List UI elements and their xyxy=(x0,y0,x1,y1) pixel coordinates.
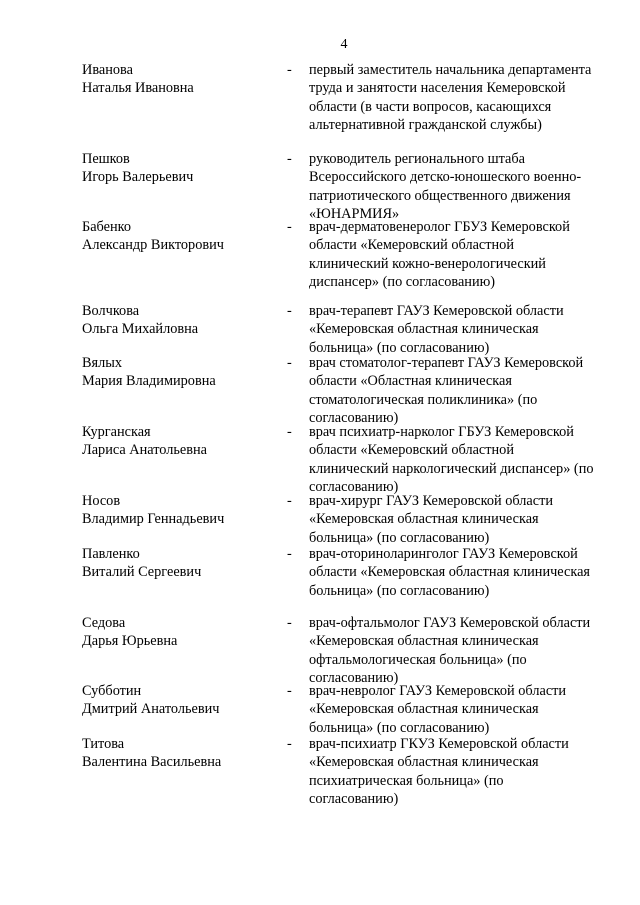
member-dash: - xyxy=(287,736,292,752)
member-role: врач-невролог ГАУЗ Кемеровской области «Кемеровская областная клиническая больница» (по согласованию) xyxy=(309,683,567,736)
member-entry xyxy=(0,302,640,357)
member-role: первый заместитель начальника департамента труда и занятости населения Кемеровской области (в части вопросов, касающихся альтернативной гражданской службы) xyxy=(309,62,592,133)
member-dash: - xyxy=(287,303,292,319)
member-given-names: Дарья Юрьевна xyxy=(82,633,178,650)
member-role: врач-офтальмолог ГАУЗ Кемеровской области «Кемеровская областная клиническая офтальмологическая больница» (по согласованию) xyxy=(309,615,591,686)
member-surname: Курганская xyxy=(82,424,151,440)
member-surname: Павленко xyxy=(82,546,140,562)
member-role: врач-хирург ГАУЗ Кемеровской области «Кемеровская областная клиническая больница» (по согласованию) xyxy=(309,493,553,546)
member-entry xyxy=(0,545,640,600)
member-dash: - xyxy=(287,546,292,562)
member-surname: Субботин xyxy=(82,683,142,699)
member-dash: - xyxy=(287,355,292,371)
member-surname: Седова xyxy=(82,615,126,631)
member-dash: - xyxy=(287,424,292,440)
member-role: врач-дерматовенеролог ГБУЗ Кемеровской области «Кемеровский областной клинический кожно-венерологический диспансер» (по согласованию) xyxy=(309,219,570,290)
member-role: врач стоматолог-терапевт ГАУЗ Кемеровской области «Областная клиническая стоматологическая поликлиника» (по согласованию) xyxy=(309,355,584,426)
member-dash: - xyxy=(287,151,292,167)
member-given-names: Ольга Михайловна xyxy=(82,321,199,338)
member-name xyxy=(82,735,282,772)
member-name xyxy=(82,614,282,651)
member-given-names: Валентина Васильевна xyxy=(82,754,222,771)
member-entry xyxy=(0,61,640,134)
member-surname: Бабенко xyxy=(82,219,132,235)
member-given-names: Наталья Ивановна xyxy=(82,80,194,97)
member-name xyxy=(82,423,282,460)
member-entry xyxy=(0,150,640,223)
member-name xyxy=(82,150,282,187)
member-role: врач-терапевт ГАУЗ Кемеровской области «Кемеровская областная клиническая больница» (по согласованию) xyxy=(309,303,564,356)
member-given-names: Александр Викторович xyxy=(82,237,224,254)
member-name xyxy=(82,218,282,255)
member-given-names: Мария Владимировна xyxy=(82,373,216,390)
member-given-names: Владимир Геннадьевич xyxy=(82,511,225,528)
member-given-names: Виталий Сергеевич xyxy=(82,564,202,581)
member-surname: Иванова xyxy=(82,62,133,78)
member-role: руководитель регионального штаба Всероссийского детско-юношеского военно-патриотического общественного движения «ЮНАРМИЯ» xyxy=(309,151,582,222)
member-surname: Вялых xyxy=(82,355,123,371)
member-surname: Титова xyxy=(82,736,125,752)
member-name xyxy=(82,302,282,339)
member-dash: - xyxy=(287,493,292,509)
member-surname: Пешков xyxy=(82,151,130,167)
member-dash: - xyxy=(287,219,292,235)
member-dash: - xyxy=(287,62,292,78)
member-surname: Волчкова xyxy=(82,303,140,319)
page-number: 4 xyxy=(340,37,348,52)
member-role: врач-психиатр ГКУЗ Кемеровской области «Кемеровская областная клиническая психиатрическая больница» (по согласованию) xyxy=(309,736,569,807)
member-entry xyxy=(0,354,640,427)
member-entry xyxy=(0,218,640,291)
member-entry xyxy=(0,735,640,808)
member-name xyxy=(82,61,282,98)
member-entry xyxy=(0,423,640,496)
member-dash: - xyxy=(287,615,292,631)
member-given-names: Дмитрий Анатольевич xyxy=(82,701,220,718)
member-entry xyxy=(0,492,640,547)
member-entry xyxy=(0,614,640,687)
member-entry xyxy=(0,682,640,737)
member-given-names: Игорь Валерьевич xyxy=(82,169,194,186)
member-name xyxy=(82,492,282,529)
member-given-names: Лариса Анатольевна xyxy=(82,442,207,459)
member-surname: Носов xyxy=(82,493,121,509)
member-name xyxy=(82,682,282,719)
member-role: врач-оториноларинголог ГАУЗ Кемеровской области «Кемеровская областная клиническая больница» (по согласованию) xyxy=(309,546,590,599)
member-name xyxy=(82,354,282,391)
member-role: врач психиатр-нарколог ГБУЗ Кемеровской области «Кемеровский областной клинический наркологический диспансер» (по согласованию) xyxy=(309,424,594,495)
member-dash: - xyxy=(287,683,292,699)
member-name xyxy=(82,545,282,582)
